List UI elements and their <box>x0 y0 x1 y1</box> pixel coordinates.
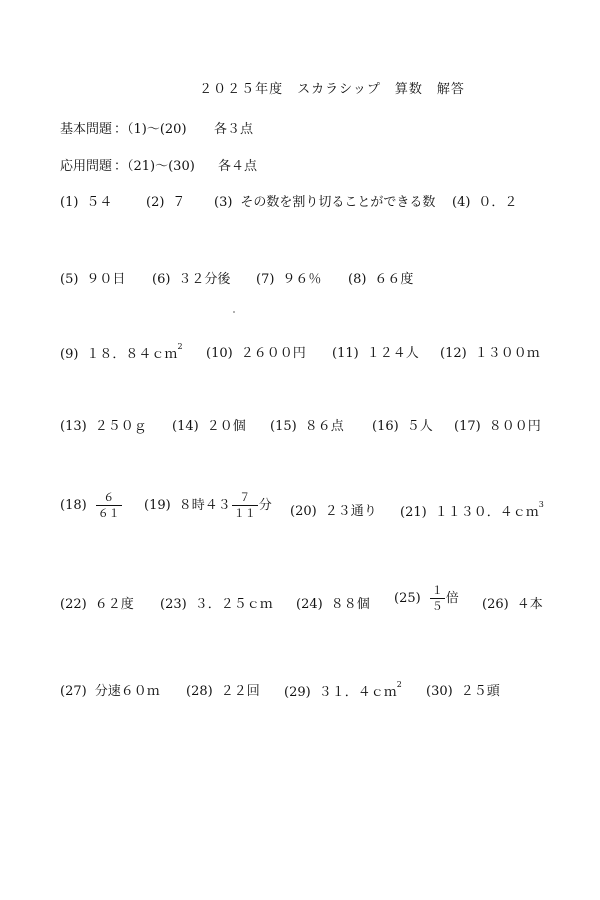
answer-17 <box>454 415 541 434</box>
fraction <box>96 492 122 519</box>
answer-number: (26) <box>482 597 509 612</box>
answer-16 <box>372 415 433 434</box>
answer-22 <box>60 593 134 612</box>
answer-value: その数を割り切ることができる数 <box>240 195 436 210</box>
answer-number: (21) <box>400 505 427 520</box>
answer-7 <box>256 268 321 287</box>
answer-number: (4) <box>452 195 471 210</box>
answer-8 <box>348 268 413 287</box>
answer-number: (28) <box>186 684 213 699</box>
answer-number: (11) <box>332 346 359 361</box>
answer-number: (17) <box>454 419 481 434</box>
answer-value: ４本 <box>516 597 543 612</box>
answer-value: ９０日 <box>86 272 126 287</box>
answer-number: (3) <box>214 195 233 210</box>
answer-value: ７ <box>172 195 186 210</box>
answer-15 <box>270 415 344 434</box>
answer-value: ８００円 <box>488 419 541 434</box>
answer-value: ２６００円 <box>240 346 306 361</box>
answer-value: ５人 <box>406 419 433 434</box>
answer-10 <box>206 342 306 361</box>
stray-mark <box>233 311 235 313</box>
answer-24 <box>296 593 370 612</box>
fraction-numerator: ６ <box>96 492 122 506</box>
answer-11 <box>332 342 419 361</box>
fraction-denominator: ６１ <box>97 507 120 520</box>
fraction <box>430 585 445 612</box>
answer-value: １２４人 <box>366 346 419 361</box>
answer-number: (19) <box>144 498 171 513</box>
answer-number: (20) <box>290 504 317 519</box>
fraction <box>232 492 258 519</box>
answer-number: (6) <box>152 272 171 287</box>
answer-6 <box>152 268 230 287</box>
answer-value: ２２回 <box>220 684 260 699</box>
answer-30 <box>426 680 500 699</box>
answer-20 <box>290 500 377 519</box>
answer-19 <box>144 492 272 519</box>
answer-value: ６２度 <box>94 597 134 612</box>
answer-9 <box>60 342 183 362</box>
answer-26 <box>482 593 543 612</box>
answer-value: ８８個 <box>330 597 370 612</box>
exponent: 2 <box>177 342 183 351</box>
answer-value: ３１．４ｃｍ <box>318 685 397 700</box>
answer-number: (10) <box>206 346 233 361</box>
answer-value: ０．２ <box>478 195 518 210</box>
page-title: ２０２５年度 スカラシップ 算数 解答 <box>199 82 465 97</box>
answer-12 <box>440 342 540 361</box>
answer-number: (14) <box>172 419 199 434</box>
basic-points: 各３点 <box>214 122 254 137</box>
answer-value: ３２分後 <box>178 272 231 287</box>
answer-number: (15) <box>270 419 297 434</box>
answer-1 <box>60 191 112 210</box>
answer-value: １１３０．４ｃｍ <box>434 505 539 520</box>
answer-13 <box>60 415 147 434</box>
answer-number: (27) <box>60 684 87 699</box>
answer-5 <box>60 268 125 287</box>
fraction-numerator: ７ <box>232 492 258 506</box>
applied-range: ：（21)～(30) <box>114 159 195 174</box>
answer-number: (22) <box>60 597 87 612</box>
applied-points: 各４点 <box>218 159 258 174</box>
answer-number: (29) <box>284 685 311 700</box>
answer-number: (25) <box>394 591 421 606</box>
answer-number: (24) <box>296 597 323 612</box>
basic-range: ：（1)～(20) <box>114 122 187 137</box>
answer-4 <box>452 191 517 210</box>
answer-value: ２５頭 <box>460 684 500 699</box>
answer-2 <box>146 191 185 210</box>
answer-29 <box>284 680 402 700</box>
fraction-denominator: １１ <box>233 507 256 520</box>
answer-23 <box>160 593 273 612</box>
answer-value: ３．２５ｃｍ <box>194 597 273 612</box>
answer-value: ２３通り <box>324 504 377 519</box>
answer-value: ２０個 <box>206 419 246 434</box>
basic-label: 基本問題 <box>60 122 113 137</box>
answer-25 <box>394 585 459 612</box>
answer-value: １３００ｍ <box>474 346 540 361</box>
exponent: 2 <box>396 680 402 689</box>
answer-number: (18) <box>60 498 87 513</box>
answer-number: (12) <box>440 346 467 361</box>
answer-number: (8) <box>348 272 367 287</box>
applied-label: 応用問題 <box>60 159 113 174</box>
answer-28 <box>186 680 260 699</box>
fraction-numerator: １ <box>431 584 443 597</box>
answer-number: (7) <box>256 272 275 287</box>
answer-value: ８６点 <box>304 419 344 434</box>
answer-18 <box>60 492 123 519</box>
answer-value: ５４ <box>86 195 113 210</box>
answer-21 <box>400 500 544 520</box>
answer-number: (13) <box>60 419 87 434</box>
answer-number: (5) <box>60 272 79 287</box>
answer-number: (1) <box>60 195 79 210</box>
answer-value: 分速６０ｍ <box>94 684 160 699</box>
answer-number: (9) <box>60 347 79 362</box>
answer-prefix: ８時４３ <box>178 498 231 513</box>
answer-27 <box>60 680 160 699</box>
answer-number: (2) <box>146 195 165 210</box>
answer-value: ２５０ｇ <box>94 419 147 434</box>
exponent: 3 <box>538 500 544 509</box>
answer-14 <box>172 415 246 434</box>
answer-number: (16) <box>372 419 399 434</box>
fraction-denominator: ５ <box>431 600 443 613</box>
answer-number: (23) <box>160 597 187 612</box>
answer-value: ６６度 <box>374 272 414 287</box>
answer-number: (30) <box>426 684 453 699</box>
answer-suffix: 分 <box>258 498 272 513</box>
answer-value: １８．８４ｃｍ <box>86 347 178 362</box>
answer-value: ９６％ <box>282 272 322 287</box>
answer-3 <box>214 191 435 210</box>
answer-suffix: 倍 <box>445 591 459 606</box>
